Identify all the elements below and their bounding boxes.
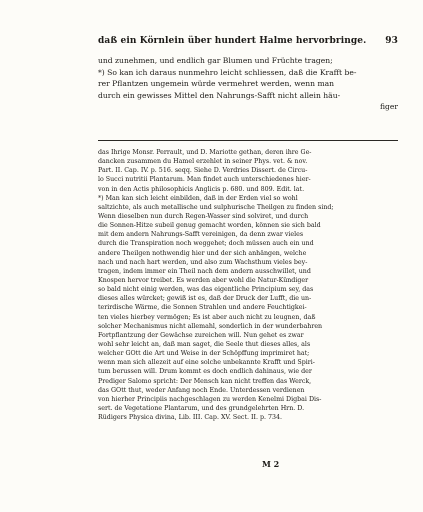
footnote-line: das Ihrige Monsr. Perrault, und D. Mariotte gethan, deren ihre Ge- <box>98 149 312 156</box>
footnote-line: die Sonnen-Hitze subeil genug gemacht worden, können sie sich bald <box>98 222 321 230</box>
footnote-line: nach und nach hart werden, und also zum Wachsthum vieles bey- <box>98 258 308 266</box>
footnote-line: solcher Mechanismus nicht allemahl, sonderlich in der wunderbahren <box>98 322 323 330</box>
footnote-line: von in den Actis philosophicis Anglicis p. 680. und 809. Edit. lat. <box>98 185 305 193</box>
running-header <box>98 36 398 50</box>
footnote-line: tum berussen will. Drum kommt es doch endlich dahinaus, wie der <box>98 368 312 376</box>
footnote-line: durch die Transpiration noch weggehet; doch müssen auch ein und <box>98 240 314 248</box>
footnote-line: Rüdigers Physica divina, Lib. III. Cap. XV. Sect. II. p. 734. <box>98 414 283 422</box>
footnote-line: *) Man kan sich leicht einbilden, daß in der Erden viel so wohl <box>98 194 298 202</box>
footnote-line: das GOtt thut, weder Anfang noch Ende. Unterdessen verdienen <box>98 386 305 394</box>
footnote-line: lo Succi nutritii Plantarum. Man findet auch unterschiedenes hier- <box>98 176 311 184</box>
footnote-rule <box>98 140 398 141</box>
footnote-line: ten vieles hierbey vermögen; Es ist aber auch nicht zu leugnen, daß <box>98 313 316 321</box>
signature-mark: M 2 <box>262 459 280 469</box>
footnote-line: Prediger Salomo spricht: Der Mensch kan nicht treffen das Werck, <box>98 377 312 385</box>
footnote-line: terirdische Wärme, die Sonnen Strahlen und andere Feuchtigkei- <box>98 304 307 312</box>
footnote-line: Fortpflantzung der Gewächse zureichen will. Nun gehet es zwar <box>98 331 304 339</box>
text-line: und zunehmen, und endlich gar Blumen und Früchte tragen; <box>98 56 333 65</box>
footnote-line: welcher GOtt die Art und Weise in der Schöpffung imprimiret hat; <box>98 350 310 358</box>
footnote-line: Wenn dieselben nun durch Regen-Wasser sind solviret, und durch <box>98 212 309 220</box>
footnote-line: Knospen hervor treibet. Es werden aber wohl die Natur-Kündiger <box>98 276 309 284</box>
footnote-line: wenn man sich allezeit auf eine solche unbekannte Krafft und Spiri- <box>98 359 315 367</box>
main-text <box>98 55 398 113</box>
footnote-block <box>98 148 398 422</box>
footnote-line: mit dem andern Nahrungs-Safft vereinigen, da denn zwar vieles <box>98 231 304 239</box>
page-number: 93 <box>385 36 398 46</box>
footnote-line: sert. de Vegetatione Plantarum, und des grundgelehrten Hrn. D. <box>98 404 305 412</box>
footnote-line: tragen, indem immer ein Theil nach dem andern ausschwillet, und <box>98 267 311 275</box>
footnote-line: von hierher Principiis nachgeschlagen zu werden Kenelmi Digbai Dis- <box>98 395 322 403</box>
text-line: durch ein gewisses Mittel den Nahrungs-Safft nicht allein häu- <box>98 90 341 100</box>
text-line: *) So kan ich daraus nunmehro leicht schliessen, daß die Krafft be- <box>98 67 357 77</box>
footnote-line: so bald nicht einig werden, was das eigentliche Principium sey, das <box>98 286 314 294</box>
footnote-line: saltzichte, als auch metallische und sulphurische Theilgen zu finden sind; <box>98 203 334 211</box>
footnote-line: Part. II. Cap. IV. p. 516. seqq. Siehe D. Verdries Dissert. de Circu- <box>98 167 308 175</box>
catchword: figer <box>379 102 398 112</box>
footnote-line: andere Theilgen nothwendig hier und der sich anhängen, welche <box>98 249 307 257</box>
footnote-line: wohl sehr leicht an, daß man saget, die Seele thut dieses alles, als <box>98 340 311 348</box>
header-title: daß ein Körnlein über hundert Halme hervorbringe. <box>98 36 367 46</box>
footnote-line: dieses alles würcket; gewiß ist es, daß der Druck der Lufft, die un- <box>98 295 312 303</box>
footnote-line: dancken zusammen du Hamel erzehlet in seiner Phys. vet. & nov. <box>98 158 308 166</box>
text-line: rer Pflantzen ungemein würde vermehret werden, wenn man <box>98 79 335 89</box>
